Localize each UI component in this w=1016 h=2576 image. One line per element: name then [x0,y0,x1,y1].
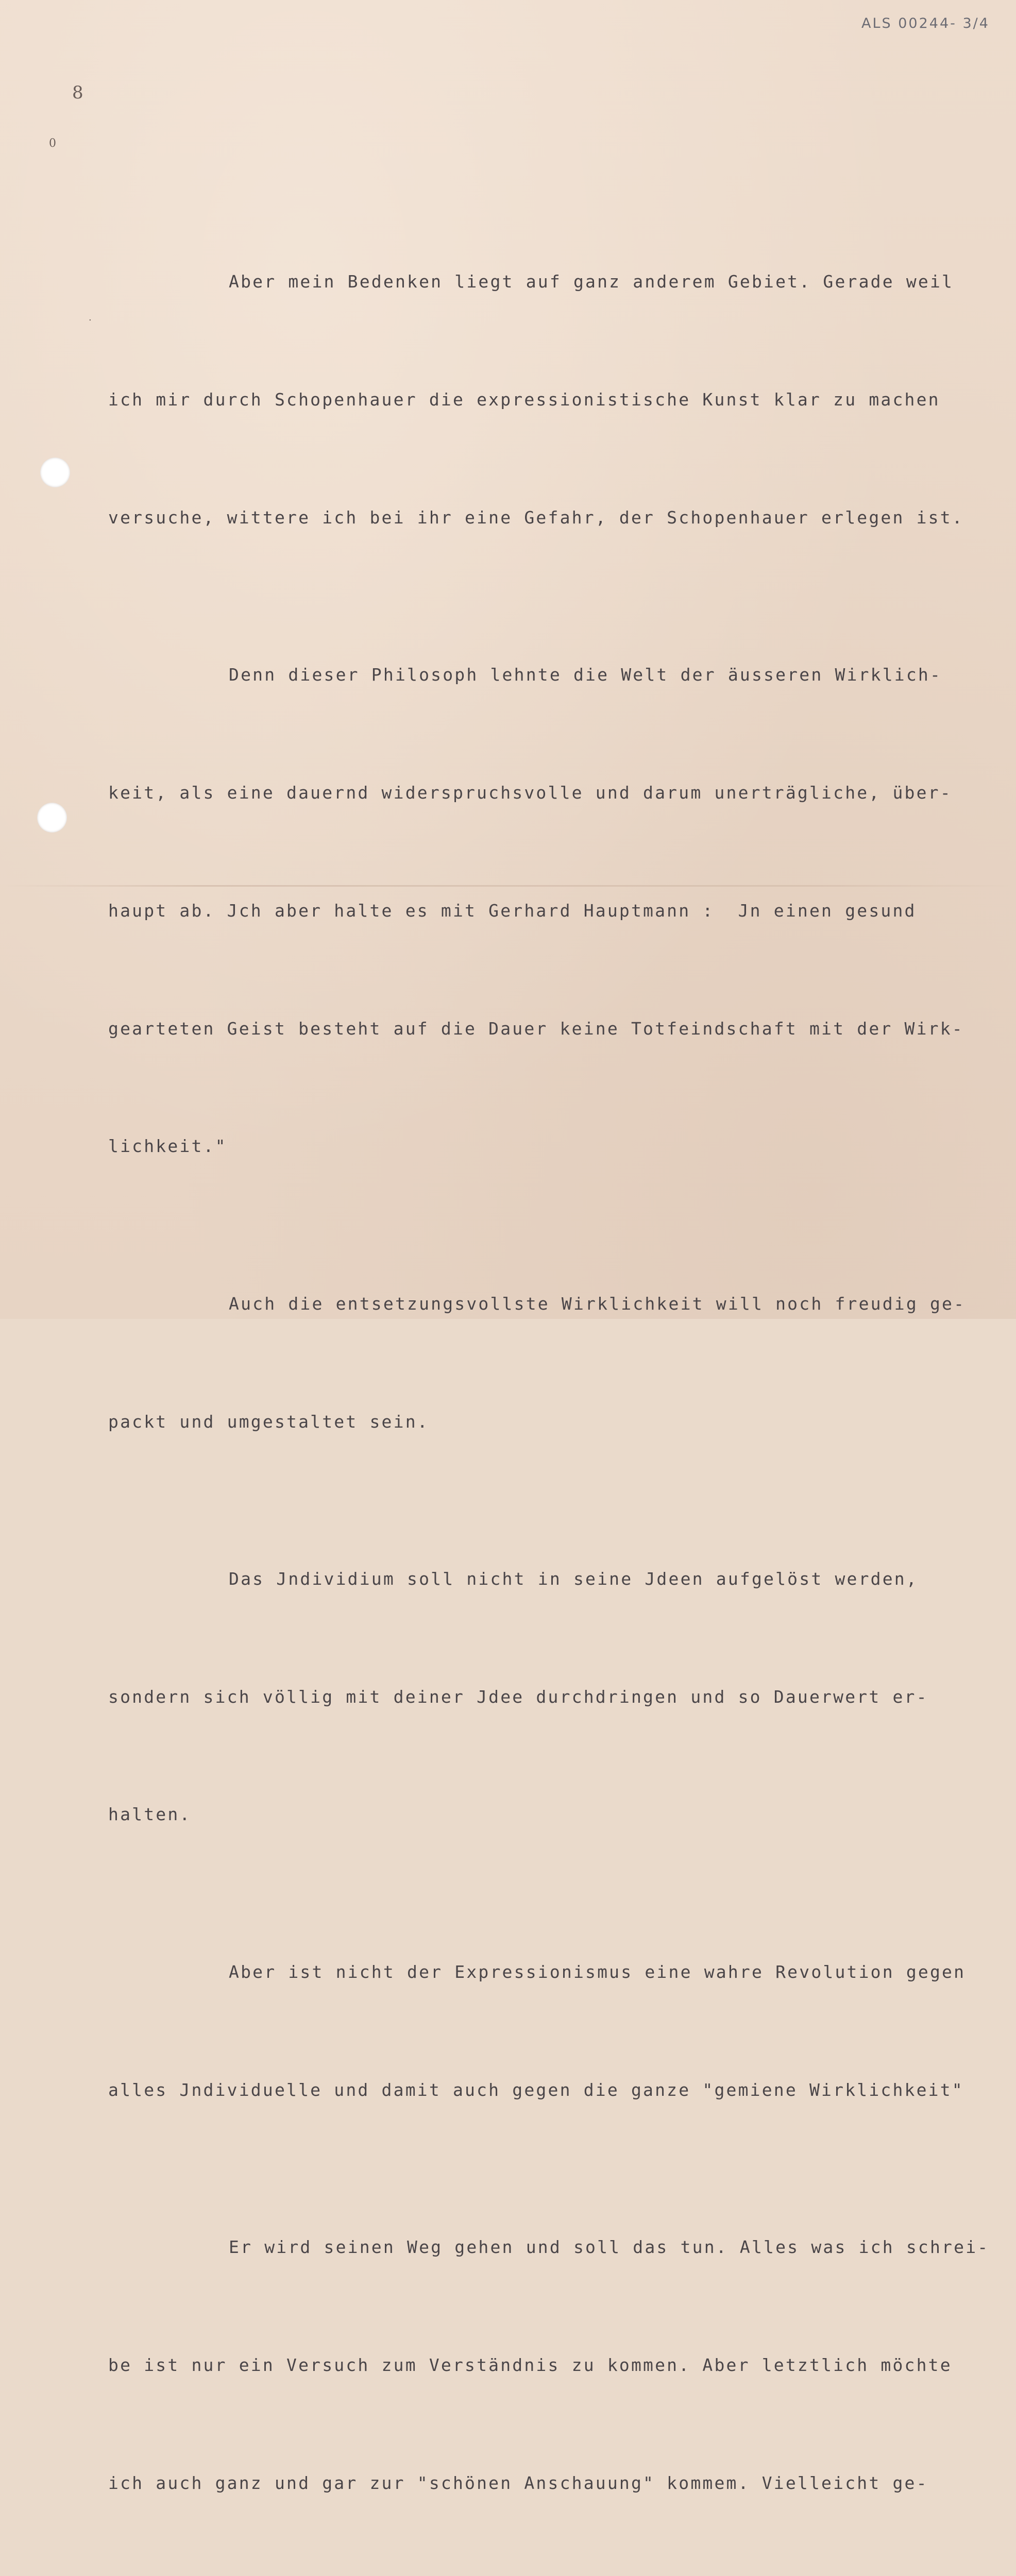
text-line: Aber mein Bedenken liegt auf ganz anderem Gebiet. Gerade weil [229,271,954,292]
text-line: gearteten Geist besteht auf die Dauer keine Totfeindschaft mit der Wirk- [108,1018,964,1039]
text-line: lichkeit." [108,1136,227,1157]
pencil-mark: 0 [49,137,56,150]
text-line: halten. [108,1804,192,1825]
text-line: Er wird seinen Weg gehen und soll das tun. Alles was ich schrei- [229,2236,990,2257]
text-line: Auch die entsetzungsvollste Wirklichkeit will noch freudig ge- [229,1293,966,1314]
text-line: packt und umgestaltet sein. [108,1411,429,1432]
text-line: keit, als eine dauernd widerspruchsvolle und darum unerträgliche, über- [108,782,952,803]
pencil-mark: 8 [72,82,83,103]
text-line: Denn dieser Philosoph lehnte die Welt der äusseren Wirklich- [229,664,942,685]
text-line: Aber ist nicht der Expressionismus eine wahre Revolution gegen [229,1961,966,1982]
text-line: alles Jndividuelle und damit auch gegen die ganze "gemiene Wirklichkeit" [108,2079,964,2100]
text-line: ich mir durch Schopenhauer die expressionistische Kunst klar zu machen [108,389,940,410]
punch-hole-top [40,457,70,487]
text-line: haupt ab. Jch aber halte es mit Gerhard Hauptmann : Jn einen gesund [108,900,917,921]
text-line: versuche, wittere ich bei ihr eine Gefahr, der Schopenhauer erlegen ist. [108,507,964,528]
text-line: be ist nur ein Versuch zum Verständnis zu kommen. Aber letztlich möchte [108,2354,952,2375]
text-line: sondern sich völlig mit deiner Jdee durchdringen und so Dauerwert er- [108,1686,928,1707]
text-line: Das Jndividium soll nicht in seine Jdeen aufgelöst werden, [229,1568,918,1589]
pencil-mark: . [89,312,92,323]
typed-letter-body [108,144,990,2576]
punch-hole-bottom [37,803,67,833]
archive-reference-label: ALS 00244- 3/4 [861,15,990,31]
text-line: ich auch ganz und gar zur "schönen Anschauung" kommem. Vielleicht ge- [108,2472,928,2493]
